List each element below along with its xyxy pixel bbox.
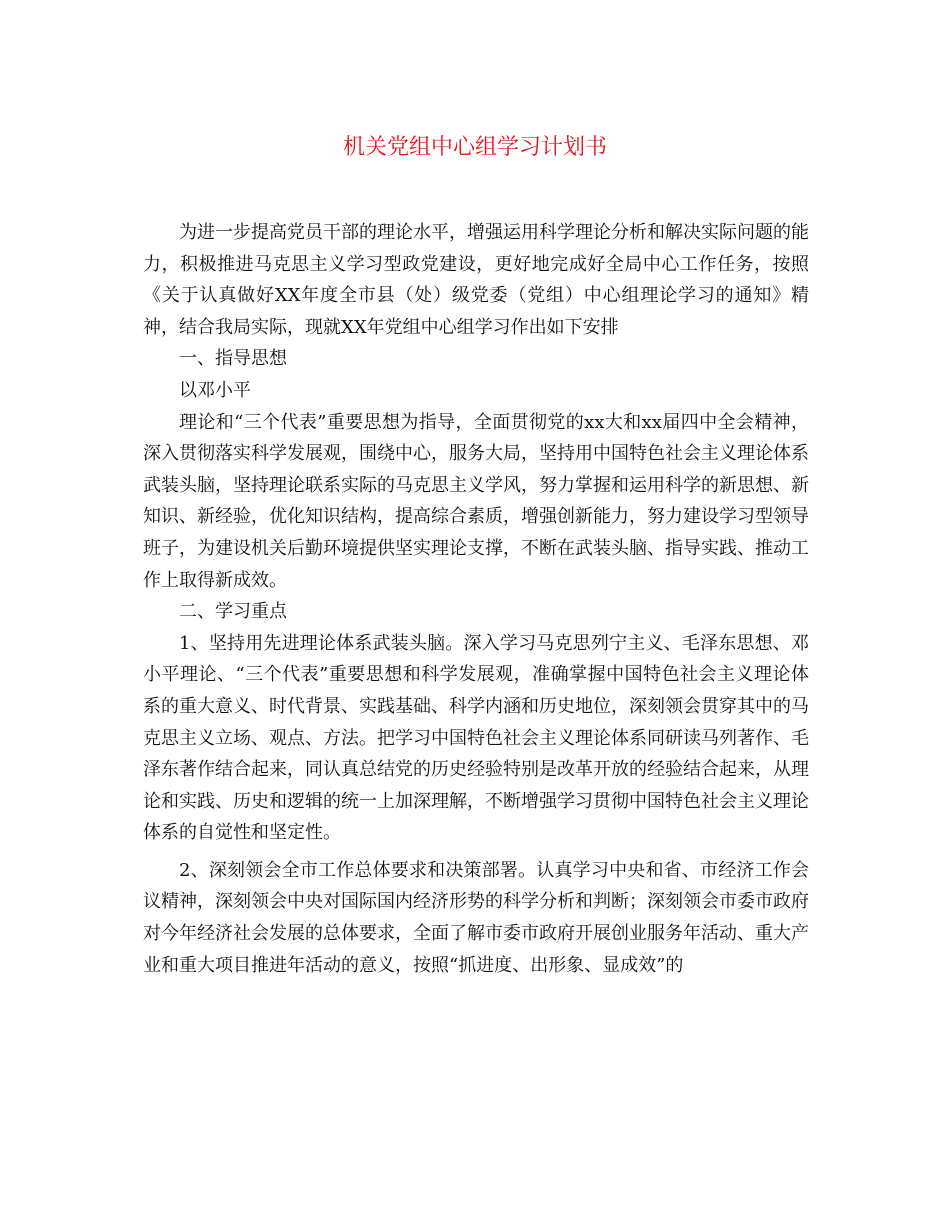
section-lead-line: 以邓小平	[179, 379, 251, 401]
section-heading-guiding-ideology: 一、指导思想	[179, 348, 287, 370]
guiding-ideology-paragraph: 理论和“三个代表”重要思想为指导，全面贯彻党的xx大和xx届四中全会精神，深入贯彻落实科学发展观，围绕中心，服务大局，坚持用中国特色社会主义理论体系武装头脑，坚持理论联系实际的马克思主义学风，努力掌握和运用科学的新思想、新知识、新经验，优化知识结构，提高综合素质，增强创新能力，努力建设学习型领导班子，为建设机关后勤环境提供坚实理论支撑，不断在武装头脑、指导实践、推动工作上取得新成效。	[143, 411, 809, 591]
section-heading-study-focus: 二、学习重点	[179, 601, 287, 623]
study-focus-item-2: 2、深刻领会全市工作总体要求和决策部署。认真学习中央和省、市经济工作会议精神，深刻领会中央对国际国内经济形势的科学分析和判断；深刻领会市委市政府对今年经济社会发展的总体要求，全面了解市委市政府开展创业服务年活动、重大产业和重大项目推进年活动的意义，按照“抓进度、出形象、显成效”的	[143, 859, 809, 976]
document-title: 机关党组中心组学习计划书	[342, 135, 607, 160]
document-body	[143, 217, 809, 981]
intro-paragraph: 为进一步提高党员干部的理论水平，增强运用科学理论分析和解决实际问题的能力，积极推进马克思主义学习型政党建设，更好地完成好全局中心工作任务，按照《关于认真做好XX年度全市县（处）级党委（党组）中心组理论学习的通知》精神，结合我局实际，现就XX年党组中心组学习作出如下安排	[143, 222, 809, 338]
study-focus-item-1: 1、坚持用先进理论体系武装头脑。深入学习马克思列宁主义、毛泽东思想、邓小平理论、“三个代表”重要思想和科学发展观，准确掌握中国特色社会主义理论体系的重大意义、时代背景、实践基础、科学内涵和历史地位，深刻领会贯穿其中的马克思主义立场、观点、方法。把学习中国特色社会主义理论体系同研读马列著作、毛泽东著作结合起来，同认真总结党的历史经验特别是改革开放的经验结合起来，从理论和实践、历史和逻辑的统一上加深理解，不断增强学习贯彻中国特色社会主义理论体系的自觉性和坚定性。	[143, 632, 809, 844]
